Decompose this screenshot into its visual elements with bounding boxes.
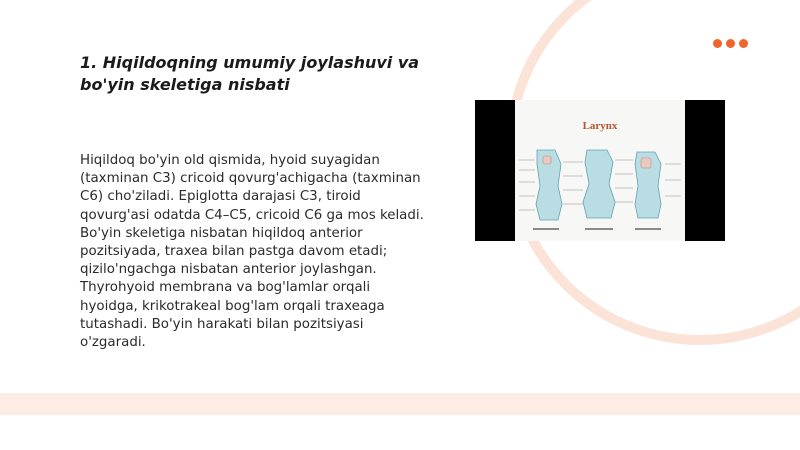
slide-title: 1. Hiqildoqning umumiy joylashuvi va bo'yin skeletiga nisbati bbox=[80, 53, 420, 94]
image-frame bbox=[515, 100, 685, 241]
larynx-diagram-icon bbox=[515, 100, 685, 241]
image-title: Larynx bbox=[582, 120, 618, 132]
dot-icon bbox=[739, 39, 748, 48]
slide-body-text: Hiqildoq bo'yin old qismida, hyoid suyagidan (taxminan C3) cricoid qovurg'achigacha (taxminan C6) cho'ziladi. Epiglotta darajasi C3, tiroid qovurg'asi odatda C4–C5, cricoid C6 ga mos keladi. Bo'yin skeletiga nisbatan hiqildoq anterior pozitsiyada, traxea bilan pastga davom etadi; qizilo'ngachga nisbatan anterior joylashgan. Thyrohyoid membrana va bog'lamlar orqali hyoidga, krikotrakeal bog'lam orqali traxeaga tutashadi. Bo'yin harakati bilan pozitsiyasi o'zgaradi. bbox=[80, 153, 424, 351]
more-dots-icon[interactable] bbox=[713, 39, 748, 48]
dot-icon bbox=[713, 39, 722, 48]
larynx-image bbox=[475, 100, 725, 241]
dot-icon bbox=[726, 39, 735, 48]
